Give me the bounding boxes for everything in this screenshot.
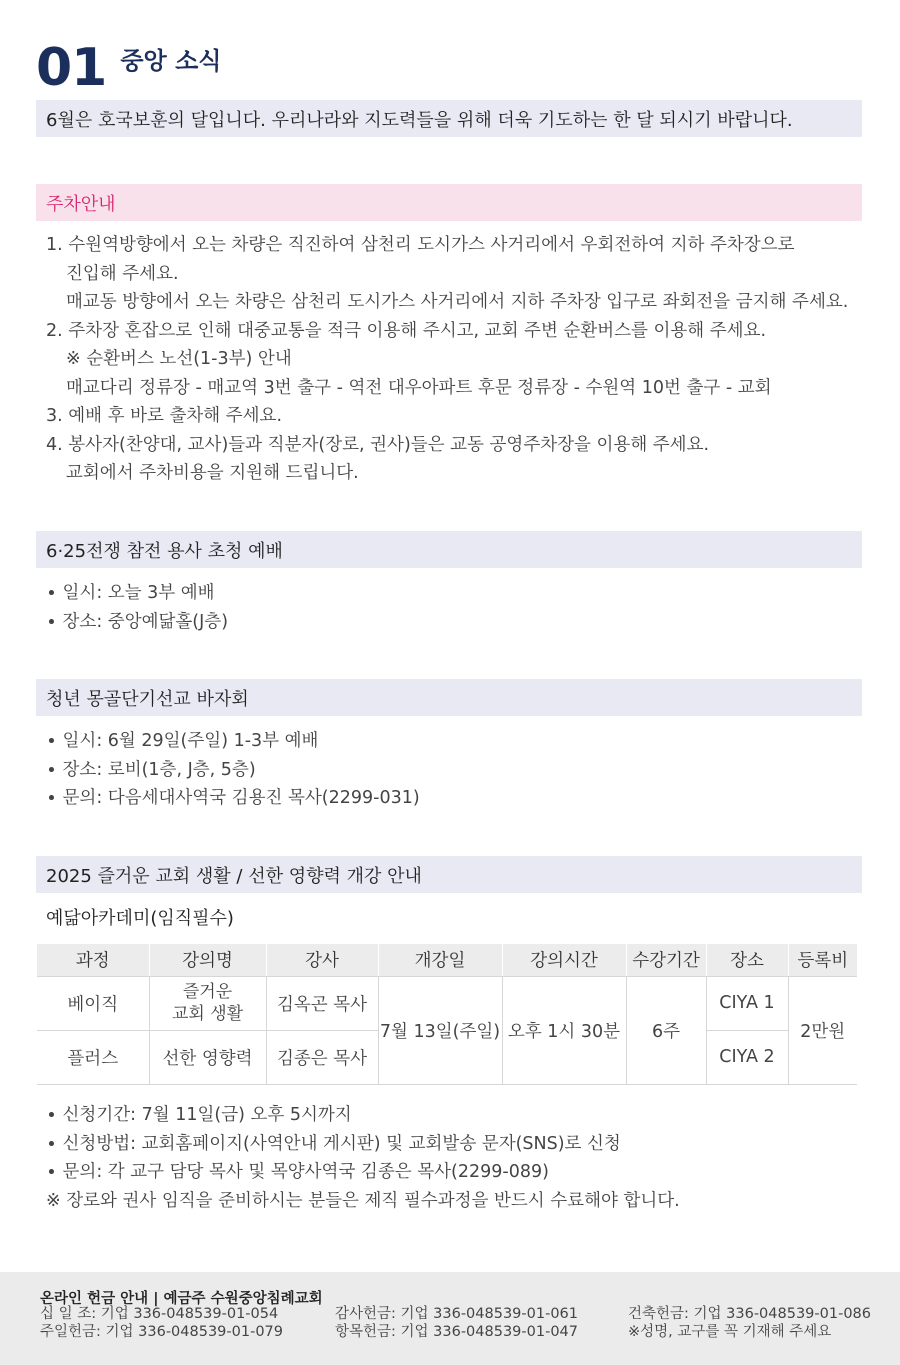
intro-banner: 6월은 호국보훈의 달입니다. 우리나라와 지도력들을 위해 더욱 기도하는 한 달 되시기 바랍니다.: [36, 100, 862, 137]
academy-notes: [46, 1101, 680, 1215]
account-line: ※성명, 교구를 꼭 기재해 주세요: [628, 1324, 832, 1340]
list-item: ∙ 신청기간: 7월 11일(금) 오후 5시까지: [46, 1105, 352, 1125]
time-cell: 오후 1시 30분: [502, 976, 626, 1084]
column-header: 강의명: [149, 944, 266, 976]
column-header: 과정: [37, 944, 149, 976]
list-item: ※ 장로와 권사 임직을 준비하시는 분들은 제직 필수과정을 반드시 수료해야 합니다.: [46, 1190, 680, 1211]
teacher-cell: 김종은 목사: [266, 1030, 378, 1084]
list-item: ∙ 장소: 중앙예닮홀(J층): [46, 611, 229, 632]
bazaar-heading: 청년 몽골단기선교 바자회: [36, 679, 862, 716]
column-header: 강의시간: [502, 944, 626, 976]
footer-column: [40, 1305, 283, 1341]
academy-subtitle: 예닮아카데미(임직필수): [46, 908, 234, 929]
fee-cell: 2만원: [788, 976, 857, 1084]
lecture-cell: [149, 976, 266, 1030]
list-item: ∙ 장소: 로비(1층, J층, 5층): [46, 759, 256, 780]
course-table: [37, 944, 857, 1085]
course-cell: 플러스: [37, 1030, 149, 1084]
academy-heading: 2025 즐거운 교회 생활 / 선한 영향력 개강 안내: [36, 856, 862, 893]
account-line: 항목헌금: 기업 336-048539-01-047: [335, 1324, 578, 1340]
account-line: 건축헌금: 기업 336-048539-01-086: [628, 1306, 871, 1322]
table-header-row: [37, 944, 857, 976]
list-item: ∙ 문의: 각 교구 담당 목사 및 목양사역국 김종은 목사(2299-089): [46, 1162, 549, 1182]
lecture-cell: 선한 영향력: [149, 1030, 266, 1084]
account-line: 감사헌금: 기업 336-048539-01-061: [335, 1306, 578, 1322]
section-title: 중앙 소식: [120, 47, 222, 75]
column-header: 개강일: [378, 944, 502, 976]
list-item: 2. 주차장 혼잡으로 인해 대중교통을 적극 이용해 주시고, 교회 주변 순환버스를 이용해 주세요.: [46, 320, 767, 341]
teacher-cell: 김옥곤 목사: [266, 976, 378, 1030]
section-header: [36, 30, 222, 98]
column-header: 등록비: [788, 944, 857, 976]
lecture-line: 즐거운: [182, 982, 233, 1002]
column-header: 수강기간: [626, 944, 706, 976]
list-item: 3. 예배 후 바로 출차해 주세요.: [46, 406, 283, 426]
list-item: 4. 봉사자(찬양대, 교사)들과 직분자(장로, 권사)들은 교동 공영주차장을 이용해 주세요.: [46, 434, 710, 455]
footer-column: [628, 1305, 871, 1341]
period-cell: 6주: [626, 976, 706, 1084]
list-item: 교회에서 주차비용을 지원해 드립니다.: [66, 463, 359, 483]
list-item: 진입해 주세요.: [66, 263, 179, 284]
list-item: ∙ 일시: 6월 29일(주일) 1-3부 예배: [46, 731, 319, 751]
place-cell: CIYA 1: [706, 976, 788, 1030]
account-line: 십 일 조: 기업 336-048539-01-054: [40, 1306, 279, 1322]
table-row: [37, 976, 857, 1030]
column-header: 강사: [266, 944, 378, 976]
veterans-list: [46, 579, 228, 636]
bazaar-list: [46, 727, 420, 813]
lecture-line: 교회 생활: [171, 1004, 244, 1024]
list-item: 매교동 방향에서 오는 차량은 삼천리 도시가스 사거리에서 지하 주차장 입구로 좌회전을 금지해 주세요.: [66, 292, 849, 312]
column-header: 장소: [706, 944, 788, 976]
parking-list: [46, 231, 848, 488]
list-item: ※ 순환버스 노선(1-3부) 안내: [66, 349, 292, 369]
footer-title: 온라인 헌금 안내 | 예금주 수원중앙침례교회: [40, 1291, 323, 1307]
parking-heading: 주차안내: [36, 184, 862, 221]
section-number: 01: [36, 38, 107, 98]
list-item: 매교다리 정류장 - 매교역 3번 출구 - 역전 대우아파트 후문 정류장 - 수원역 10번 출구 - 교회: [66, 377, 772, 398]
offering-footer: [0, 1272, 900, 1365]
course-cell: 베이직: [37, 976, 149, 1030]
account-line: 주일헌금: 기업 336-048539-01-079: [40, 1324, 283, 1340]
place-cell: CIYA 2: [706, 1030, 788, 1084]
footer-column: [335, 1305, 578, 1341]
start-date-cell: 7월 13일(주일): [378, 976, 502, 1084]
list-item: ∙ 신청방법: 교회홈페이지(사역안내 게시판) 및 교회발송 문자(SNS)로 신청: [46, 1133, 621, 1154]
veterans-heading: 6·25전쟁 참전 용사 초청 예배: [36, 531, 862, 568]
list-item: 1. 수원역방향에서 오는 차량은 직진하여 삼천리 도시가스 사거리에서 우회전하여 지하 주차장으로: [46, 235, 795, 255]
list-item: ∙ 문의: 다음세대사역국 김용진 목사(2299-031): [46, 788, 420, 808]
list-item: ∙ 일시: 오늘 3부 예배: [46, 583, 215, 603]
